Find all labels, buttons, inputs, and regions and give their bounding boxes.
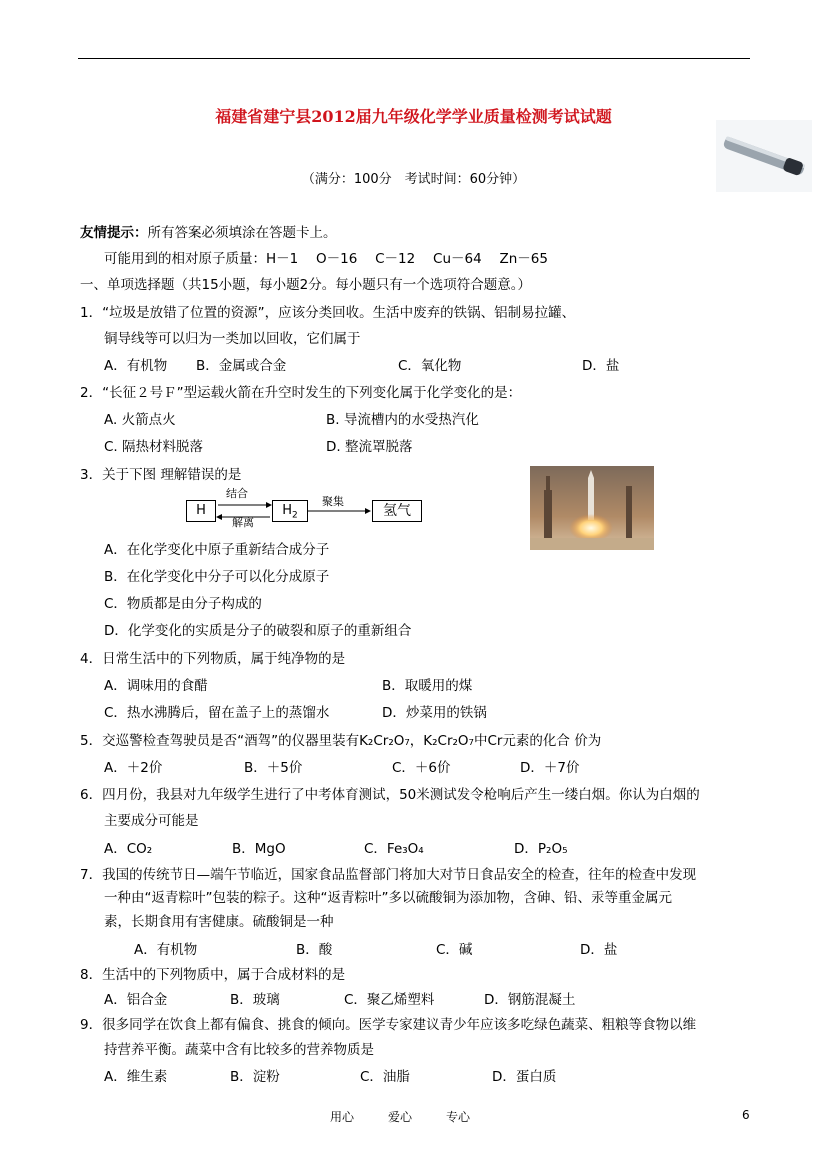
q7-line3: 素，长期食用有害健康。硫酸铜是一种 <box>104 914 334 930</box>
tip-line <box>80 224 337 242</box>
q2-option-d: D. 整流罩脱落 <box>326 439 413 455</box>
section-heading: 一、单项选择题（共15小题，每小题2分。每小题只有一个选项符合题意。） <box>80 277 532 293</box>
q6-line2: 主要成分可能是 <box>104 813 199 829</box>
diagram-h-box: H <box>186 500 216 522</box>
q7-option-c: C．碱 <box>436 942 473 958</box>
q3-option-c: C．物质都是由分子构成的 <box>104 596 262 612</box>
q1-line1: 1．“垃圾是放错了位置的资源”，应该分类回收。生活中废弃的铁锅、铝制易拉罐、 <box>80 305 576 321</box>
q3-option-b: B．在化学变化中分子可以化分成原子 <box>104 569 330 585</box>
diagram-gas-box: 氢气 <box>372 500 422 522</box>
q6-line1: 6．四月份，我县对九年级学生进行了中考体育测试，50米测试发令枪响后产生一缕白烟。你认为白烟的 <box>80 787 700 803</box>
tip-text: 所有答案必须填涂在答题卡上。 <box>147 225 337 241</box>
q4-option-a: A．调味用的食醋 <box>104 678 208 694</box>
q9-line1: 9．很多同学在饮食上都有偏食、挑食的倾向。医学专家建议青少年应该多吃绿色蔬菜、粗粮等食物以维 <box>80 1017 697 1033</box>
page-title: 福建省建宁县2012届九年级化学学业质量检测考试试题 <box>215 107 612 126</box>
q7-option-b: B．酸 <box>296 942 333 958</box>
atomic-mass: 可能用到的相对原子质量：H－1 O－16 C－12 Cu－64 Zn－65 <box>104 251 548 267</box>
q1-line2: 铜导线等可以归为一类加以回收，它们属于 <box>104 331 361 347</box>
q6-option-c: C．Fe₃O₄ <box>364 841 424 857</box>
q8-option-b: B．玻璃 <box>230 992 280 1008</box>
diagram-gather-label: 聚集 <box>322 495 344 508</box>
q9-option-c: C．油脂 <box>360 1069 410 1085</box>
q6-option-d: D．P₂O₅ <box>514 841 568 857</box>
q5-line1: 5．交巡警检查驾驶员是否“酒驾”的仪器里装有K₂Cr₂O₇，K₂Cr₂O₇中Cr元素的化合 价为 <box>80 733 602 749</box>
q6-option-a: A．CO₂ <box>104 841 153 857</box>
q9-option-d: D．蛋白质 <box>492 1069 557 1085</box>
q1-option-a: A．有机物 <box>104 358 168 374</box>
q7-option-a: A．有机物 <box>134 942 198 958</box>
page-subtitle: （满分：100分 考试时间：60分钟） <box>301 172 526 187</box>
q5-option-c: C．＋6价 <box>392 760 451 776</box>
q2-option-b: B. 导流槽内的水受热汽化 <box>326 412 479 428</box>
q8-option-c: C．聚乙烯塑料 <box>344 992 435 1008</box>
page-number: 6 <box>742 1108 750 1122</box>
q3-line1: 3．关于下图 理解错误的是 <box>80 467 242 483</box>
q1-option-c: C．氧化物 <box>398 358 462 374</box>
q6-option-b: B．MgO <box>232 841 286 857</box>
q7-line2: 一种由“返青粽叶”包装的粽子。这种“返青粽叶”多以硫酸铜为添加物，含砷、铅、汞等重金属元 <box>104 890 672 906</box>
q2-line1: 2．“长征２号Ｆ”型运载火箭在升空时发生的下列变化属于化学变化的是： <box>80 385 522 401</box>
q7-option-d: D．盐 <box>580 942 618 958</box>
q5-option-d: D．＋7价 <box>520 760 580 776</box>
q8-option-a: A．铝合金 <box>104 992 168 1008</box>
q4-option-c: C．热水沸腾后，留在盖子上的蒸馏水 <box>104 705 330 721</box>
header-rule <box>78 58 750 59</box>
q4-line1: 4．日常生活中的下列物质，属于纯净物的是 <box>80 651 346 667</box>
diagram-h2-box: $H_2$ <box>272 500 308 522</box>
footer-mid: 爱心 <box>388 1110 413 1124</box>
q5-option-b: B．＋5价 <box>244 760 303 776</box>
q8-option-d: D．钢筋混凝土 <box>484 992 576 1008</box>
diagram-dissociate-label: 解离 <box>232 516 254 529</box>
q4-option-b: B．取暖用的煤 <box>382 678 473 694</box>
rocket-launch-image <box>530 466 654 550</box>
footer-right: 专心 <box>446 1110 471 1124</box>
q9-option-b: B．淀粉 <box>230 1069 280 1085</box>
q3-option-a: A．在化学变化中原子重新结合成分子 <box>104 542 330 558</box>
q1-option-d: D．盐 <box>582 358 620 374</box>
diagram-combine-label: 结合 <box>226 487 248 500</box>
q3-option-d: D．化学变化的实质是分子的破裂和原子的重新组合 <box>104 623 412 639</box>
q9-line2: 持营养平衡。蔬菜中含有比较多的营养物质是 <box>104 1042 374 1058</box>
q2-option-a: A. 火箭点火 <box>104 412 176 428</box>
q9-option-a: A．维生素 <box>104 1069 168 1085</box>
footer-left: 用心 <box>330 1110 355 1124</box>
tip-label: 友情提示： <box>80 225 148 241</box>
q5-option-a: A．＋2价 <box>104 760 163 776</box>
q7-line1: 7．我国的传统节日—端午节临近，国家食品监督部门将加大对节日食品安全的检查，往年的检查中发现 <box>80 867 697 883</box>
q1-option-b: B．金属或合金 <box>196 358 287 374</box>
q2-option-c: C. 隔热材料脱落 <box>104 439 204 455</box>
q4-option-d: D．炒菜用的铁锅 <box>382 705 487 721</box>
q8-line1: 8．生活中的下列物质中，属于合成材料的是 <box>80 967 346 983</box>
